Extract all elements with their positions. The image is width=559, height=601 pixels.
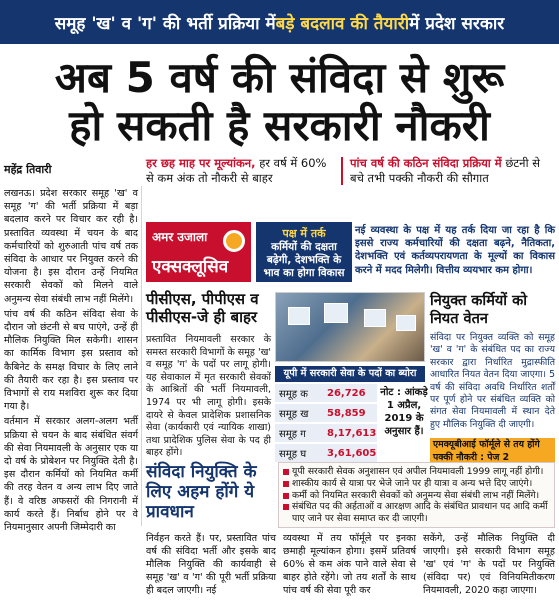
divider	[341, 157, 343, 185]
subheading-1-red: हर छह माह पर मूल्यांकन,	[146, 156, 256, 170]
pcs-heading: पीसीएस, पीपीएस व पीसीएस-जे ही बाहर	[146, 290, 259, 326]
monitor-shape	[324, 303, 348, 323]
table-note: नोट : आंकड़े 1 अप्रैल, 2019 के अनुसार हैं।	[380, 387, 428, 437]
bullet-icon	[283, 504, 289, 510]
table-row	[275, 424, 377, 442]
argument-text: कर्मियों की दक्षता बढ़ेगी, देशभक्ति के भाव का होगा विकास	[263, 241, 345, 279]
table-count: 3,61,605	[327, 447, 377, 459]
fixed-salary-heading: नियुक्त कर्मियों को नियत वेतन	[430, 293, 527, 327]
subheading-2	[350, 156, 555, 186]
banner-text-3: में प्रदेश सरकार	[409, 13, 505, 34]
pcs-text: प्रस्तावित नियमावली सरकार के समस्त सरकारी विभागों के समूह 'ख' व समूह 'ग' के पदों पर लागू होगी। यह सेवाकाल में मृत सरकारी सेवकों के आश्रितों की भर्ती नियमावली, 1974 पर भी लागू होगी। इसके दायरे से केवल प्रादेशिक प्रशासनिक सेवा (कार्यकारी एवं न्यायिक शाखा) तथा प्रादेशिक पुलिस सेवा के पद ही बाहर होंगे।	[146, 334, 271, 459]
argument-body: नई व्यवस्था के पक्ष में यह तर्क दिया जा रहा है कि इससे राज्य कर्मचारियों की दक्षता बढ़ने, नैतिकता, देशभक्ति एवं कर्तव्यपरायणता के मूल्यों का विकास करने में मदद मिलेगी। वित्तीय व्ययभार कम होगा।	[355, 225, 555, 276]
top-banner	[0, 0, 559, 44]
banner-text-1: समूह 'ख' व 'ग' की भर्ती प्रक्रिया में	[54, 13, 276, 34]
monitor-shape	[288, 307, 310, 325]
subheading-2-rest: छंटनी से बचे तभी पक्की नौकरी की सौगात	[350, 156, 540, 185]
table-count: 26,726	[327, 387, 366, 399]
exclusive-label: एक्सक्लूसिव	[152, 257, 229, 277]
argument-box	[256, 222, 352, 282]
table-row	[275, 384, 377, 402]
banner-highlight: बड़े बदलाव की तैयारी	[275, 13, 410, 34]
left-column	[4, 187, 138, 536]
office-photo	[275, 292, 425, 362]
list-item	[283, 478, 550, 490]
bullet-icon	[283, 469, 289, 475]
list-item-text: संबंधित पद की अर्हताओं व आरक्षण आदि के संबंधित प्रावधान पद आदि कर्मी पाए जाने पर सेवा समाप्त कर दी जाएगी।	[292, 501, 548, 525]
subheading-2-red: पांच वर्ष की कठिन संविदा प्रक्रिया में	[350, 156, 502, 170]
table-row	[275, 444, 377, 462]
left-paragraph-3: वर्तमान में सरकार अलग-अलग भर्ती प्रक्रिया से चयन के बाद संबंधित संवर्ग की सेवा नियमावली के अनुसार एक या दो वर्ष के प्रोबेशन पर नियुक्ति देती है। इस दौरान कर्मियों को नियमित कर्मी की तरह वेतन व अन्य लाभ दिए जाते हैं। वे वरिष्ठ अफसरों की निगरानी में कार्य करते हैं। निर्बाध होने पर वे नियमानुसार अपनी जिम्मेदारी का	[4, 416, 138, 534]
list-item-text: शास्कीय कार्य से यात्रा पर भेजे जाने पर ही यात्रा व अन्य भत्ते दिए जाएंगे।	[292, 477, 533, 489]
brand-logo-icon	[223, 230, 245, 252]
subheading-1	[146, 156, 334, 186]
headline-line-1: अब 5 वर्ष की संविदा से शुरू	[54, 53, 505, 102]
formula-box: एमक्यूबीआई फॉर्मूले से तय होंगे पक्की नौकरी : पेज 2	[430, 438, 555, 464]
table-group: समूह घ	[279, 449, 307, 460]
posts-table-title: यूपी में सरकारी सेवा के पदों का ब्योरा	[275, 366, 425, 382]
list-item	[283, 466, 550, 478]
posts-table	[275, 384, 377, 464]
table-count: 8,17,613	[327, 427, 377, 439]
list-item	[283, 490, 550, 502]
table-group: समूह ग	[279, 429, 306, 440]
exclusive-badge	[146, 222, 251, 282]
left-paragraph-1: लखनऊ। प्रदेश सरकार समूह 'ख' व समूह 'ग' की भर्ती प्रक्रिया में बड़ा बदलाव करने पर विचार कर रही है। प्रस्तावित व्यवस्था में चयन के बाद कर्मचारियों को शुरुआती पांच वर्ष तक संविदा के आधार पर नियुक्त करने की योजना है। इस दौरान उन्हें नियमित सरकारी सेवकों को मिलने वाले अनुमन्य सेवा संबंधी लाभ नहीं मिलेंगे।	[4, 188, 138, 305]
byline: महेंद्र तिवारी	[4, 163, 52, 176]
fixed-salary-text: संविदा पर नियुक्त व्यक्ति को समूह 'ख' व 'ग' के संबंधित पद का राज्य सरकार द्वारा निर्धारित मुद्रास्फीति आधारित नियत वेतन दिया जाएगा। 5 वर्ष की संविदा अवधि निर्धारित शर्तों पर पूर्ण होने पर संबंधित व्यक्ति को संगत सेवा नियमावली में स्थान देते हुए मौलिक नियुक्ति दी जाएगी।	[430, 332, 555, 430]
bottom-column-3: सकेंगे, उन्हें मौलिक नियुक्ति दी जाएगी। इसे सरकारी विभाग समूह 'ख' एवं 'ग' के पदों पर नियुक्ति (संविदा पर) एवं विनियमितीकरण नियमावली, 2020 कहा जाएगा।	[423, 533, 555, 597]
table-count: 58,859	[327, 407, 366, 419]
table-group: समूह क	[279, 389, 308, 400]
column-separator	[141, 186, 142, 526]
bullet-icon	[283, 481, 289, 487]
list-item-text: यूपी सरकारी सेवक अनुशासन एवं अपील नियमावली 1999 लागू नहीं होगी।	[292, 466, 544, 477]
table-group: समूह ख	[279, 409, 309, 420]
list-item	[283, 501, 550, 525]
monitor-shape	[396, 315, 416, 331]
brand-name: अमर उजाला	[152, 230, 208, 244]
provisions-list	[278, 462, 555, 528]
monitor-shape	[364, 309, 386, 327]
bullet-icon	[283, 493, 289, 499]
subheading-1-rest: हर वर्ष में 60% से कम अंक तो नौकरी से बाहर	[146, 156, 327, 185]
table-row	[275, 404, 377, 422]
provisions-heading: संविदा नियुक्ति के लिए अहम होंगे ये प्रावधान	[146, 462, 257, 522]
left-paragraph-2: पांच वर्ष की कठिन संविदा सेवा के दौरान जो छंटनी से बच पाएंगे, उन्हें ही मौलिक नियुक्ति मिल सकेगी। शासन का कार्मिक विभाग इस प्रस्ताव को कैबिनेट के समक्ष विचार के लिए लाने की तैयारी कर रहा है। इस प्रस्ताव पर विभागों से राय मशविरा शुरू कर दिया गया है।	[4, 308, 138, 413]
bottom-column-2: व्यवस्था में तय फॉर्मूले पर इनका छमाही मूल्यांकन होगा। इसमें प्रतिवर्ष 60% से कम अंक पाने वाले सेवा से बाहर होते रहेंगे। जो तय शर्तों के साथ पांच वर्ष की सेवा पूरी कर	[283, 533, 416, 597]
list-item-text: कर्मी को नियमित सरकारी सेवकों को अनुमन्य सेवा संबंधी लाभ नहीं मिलेंगे।	[292, 489, 540, 501]
headline-line-2: हो सकती है सरकारी नौकरी	[69, 101, 490, 150]
argument-tag: पक्ष में तर्क	[282, 227, 326, 240]
bottom-column-1: निर्वहन करते हैं। पर, प्रस्तावित पांच वर्ष की संविदा भर्ती और इसके बाद मौलिक नियुक्ति की कार्यवाही से समूह 'ख' व 'ग' की पूरी भर्ती प्रक्रिया ही बदल जाएगी। नई	[146, 533, 276, 597]
